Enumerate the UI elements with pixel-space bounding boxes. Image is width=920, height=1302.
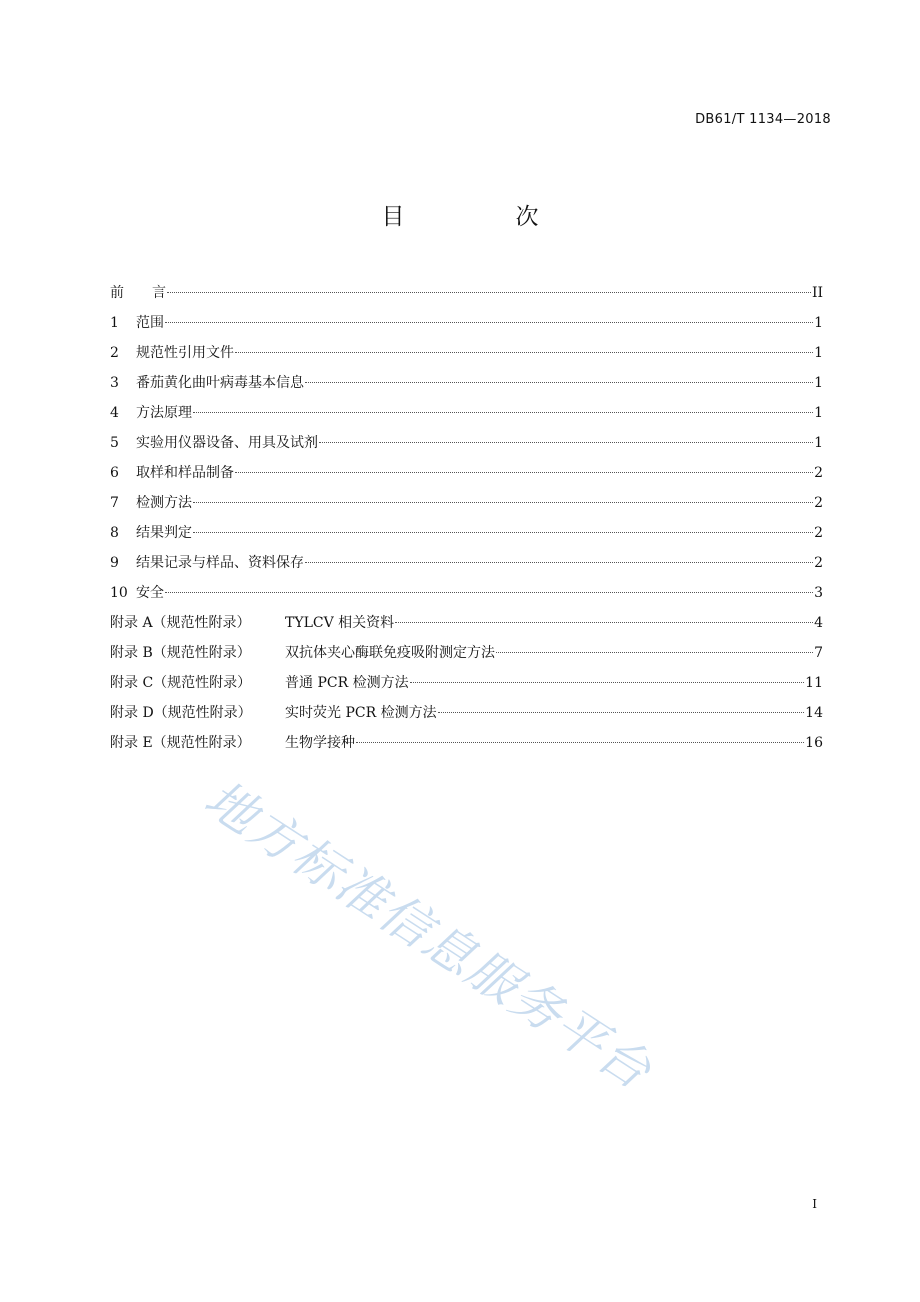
- toc-entry-page: 1: [814, 435, 823, 451]
- toc-entry-title: 生物学接种: [285, 735, 355, 751]
- toc-entry[interactable]: [110, 518, 823, 548]
- toc-entry-number: 9: [110, 555, 119, 571]
- standard-code: DB61/T 1134—2018: [695, 112, 831, 127]
- toc-entry-page: 2: [814, 555, 823, 571]
- toc-dot-leader: [438, 712, 805, 713]
- toc-dot-leader: [167, 292, 811, 293]
- toc-entry-title: 方法原理: [136, 405, 192, 421]
- toc-entry-number: 8: [110, 525, 119, 541]
- toc-entry-number: 4: [110, 405, 119, 421]
- toc-entry-number: 3: [110, 375, 119, 391]
- toc-entry-page: 2: [814, 495, 823, 511]
- watermark: 地方标准信息服务平台: [194, 769, 663, 1102]
- toc-entry-page: 1: [814, 315, 823, 331]
- toc-entry[interactable]: [110, 308, 823, 338]
- toc-entry-page: 1: [814, 405, 823, 421]
- page-number: I: [812, 1197, 817, 1211]
- toc-entry-title: 范围: [136, 315, 164, 331]
- toc-entry[interactable]: [110, 458, 823, 488]
- toc-entry-title: 结果记录与样品、资料保存: [136, 555, 304, 571]
- toc-dot-leader: [235, 352, 813, 353]
- toc-entry-page: 1: [814, 345, 823, 361]
- toc-entry[interactable]: [110, 338, 823, 368]
- toc-dot-leader: [193, 412, 813, 413]
- toc-entry[interactable]: [110, 398, 823, 428]
- toc-entry[interactable]: [110, 578, 823, 608]
- toc-entry[interactable]: [110, 728, 823, 758]
- toc-entry-title: 规范性引用文件: [136, 345, 234, 361]
- toc-entry-title: 番茄黄化曲叶病毒基本信息: [136, 375, 304, 391]
- toc-entry-page: 7: [814, 645, 823, 661]
- toc-entry-title: 结果判定: [136, 525, 192, 541]
- toc-entry-title: 安全: [136, 585, 164, 601]
- toc-dot-leader: [165, 322, 813, 323]
- toc-entry-number: 7: [110, 495, 119, 511]
- toc-entry-title: 取样和样品制备: [136, 465, 234, 481]
- toc-entry[interactable]: [110, 548, 823, 578]
- toc-entry-page: 14: [805, 705, 823, 721]
- toc-entry-number: 10: [110, 585, 128, 601]
- toc-entry[interactable]: [110, 428, 823, 458]
- toc-entry-title: 双抗体夹心酶联免疫吸附测定方法: [285, 645, 495, 661]
- toc-entry-number: 6: [110, 465, 119, 481]
- toc-entry[interactable]: [110, 488, 823, 518]
- toc-dot-leader: [305, 562, 813, 563]
- page-title: 目 次: [381, 204, 583, 230]
- toc-dot-leader: [410, 682, 805, 683]
- toc-entry-page: 11: [805, 675, 823, 691]
- toc-entry-number: 附录 B（规范性附录）: [110, 645, 251, 661]
- toc-entry-number: 5: [110, 435, 119, 451]
- toc-entry-number: 附录 C（规范性附录）: [110, 675, 252, 691]
- toc-entry[interactable]: [110, 278, 823, 308]
- toc-entry-title: 实验用仪器设备、用具及试剂: [136, 435, 318, 451]
- toc-entry-number: 2: [110, 345, 119, 361]
- toc-dot-leader: [165, 592, 813, 593]
- toc-dot-leader: [319, 442, 813, 443]
- toc-entry-number: 附录 A（规范性附录）: [110, 615, 251, 631]
- toc-dot-leader: [193, 532, 813, 533]
- toc-dot-leader: [193, 502, 813, 503]
- toc-dot-leader: [235, 472, 813, 473]
- toc-entry-page: 16: [805, 735, 823, 751]
- toc-entry-page: 4: [814, 615, 823, 631]
- toc-dot-leader: [496, 652, 813, 653]
- table-of-contents: [110, 278, 823, 758]
- toc-entry-page: 1: [814, 375, 823, 391]
- toc-entry-title: 实时荧光 PCR 检测方法: [285, 705, 437, 721]
- toc-entry[interactable]: [110, 608, 823, 638]
- toc-entry-number: 1: [110, 315, 119, 331]
- toc-entry[interactable]: [110, 638, 823, 668]
- toc-entry-page: 2: [814, 465, 823, 481]
- toc-entry[interactable]: [110, 668, 823, 698]
- toc-entry-page: 2: [814, 525, 823, 541]
- toc-entry[interactable]: [110, 698, 823, 728]
- toc-entry-page: II: [811, 285, 823, 301]
- toc-entry-number: 附录 D（规范性附录）: [110, 705, 252, 721]
- toc-entry-title: 普通 PCR 检测方法: [285, 675, 409, 691]
- toc-dot-leader: [395, 622, 813, 623]
- toc-entry[interactable]: [110, 368, 823, 398]
- toc-entry-title: 前 言: [110, 285, 166, 301]
- toc-entry-page: 3: [814, 585, 823, 601]
- toc-dot-leader: [356, 742, 804, 743]
- toc-dot-leader: [305, 382, 813, 383]
- toc-entry-number: 附录 E（规范性附录）: [110, 735, 251, 751]
- toc-entry-title: TYLCV 相关资料: [285, 615, 395, 631]
- toc-entry-title: 检测方法: [136, 495, 192, 511]
